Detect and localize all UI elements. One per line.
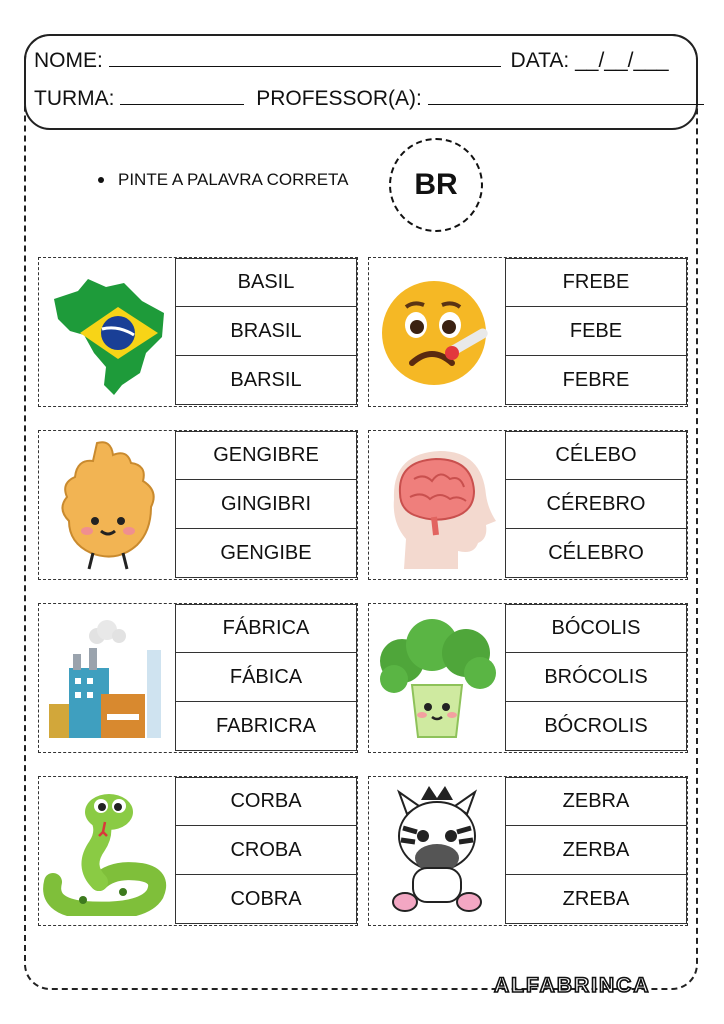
brand-logo: ALFABRINCA [494,974,651,997]
word-card-3 [38,430,358,580]
option-word[interactable]: FABRICRA [175,702,357,751]
syllable-badge [389,138,483,232]
teacher-label: PROFESSOR(A): [256,87,422,110]
syllable-text: BR [414,168,458,201]
word-card-2 [368,257,688,407]
option-word[interactable]: FÁBICA [175,653,357,702]
snake-icon [39,777,175,924]
word-card-4 [368,430,688,580]
options [505,258,687,405]
broccoli-icon [369,604,505,751]
option-word[interactable]: GENGIBE [175,529,357,578]
factory-icon [39,604,175,751]
option-word[interactable]: BARSIL [175,356,357,405]
option-word[interactable]: BÓCOLIS [505,604,687,653]
option-word[interactable]: BRASIL [175,307,357,356]
option-word[interactable]: GINGIBRI [175,480,357,529]
teacher-field[interactable] [428,86,704,105]
option-word[interactable]: BRÓCOLIS [505,653,687,702]
zebra-icon [369,777,505,924]
options [505,604,687,751]
options [505,777,687,924]
word-card-7 [38,776,358,926]
instruction [98,170,349,190]
name-label: NOME: [34,49,103,72]
option-word[interactable]: CÉLEBRO [505,529,687,578]
class-row [34,86,704,111]
option-word[interactable]: FEBE [505,307,687,356]
option-word[interactable]: GENGIBRE [175,431,357,480]
word-card-6 [368,603,688,753]
bullet-icon [98,177,104,183]
options [175,258,357,405]
name-field[interactable] [109,48,501,67]
brazil-map-icon [39,258,175,405]
date-field[interactable]: __/__/___ [575,49,669,72]
option-word[interactable]: ZERBA [505,826,687,875]
option-word[interactable]: FREBE [505,258,687,307]
ginger-icon [39,431,175,578]
class-field[interactable] [120,86,244,105]
option-word[interactable]: FEBRE [505,356,687,405]
option-word[interactable]: CROBA [175,826,357,875]
option-word[interactable]: ZEBRA [505,777,687,826]
options [505,431,687,578]
options [175,604,357,751]
word-card-8 [368,776,688,926]
option-word[interactable]: CÉREBRO [505,480,687,529]
option-word[interactable]: CORBA [175,777,357,826]
option-word[interactable]: CÉLEBO [505,431,687,480]
option-word[interactable]: FÁBRICA [175,604,357,653]
class-label: TURMA: [34,87,115,110]
options [175,431,357,578]
option-word[interactable]: COBRA [175,875,357,924]
word-card-5 [38,603,358,753]
brain-icon [369,431,505,578]
option-word[interactable]: BÓCROLIS [505,702,687,751]
name-row [34,48,669,73]
date-label: DATA: [510,49,570,72]
fever-face-icon [369,258,505,405]
instruction-text: PINTE A PALAVRA CORRETA [118,170,349,189]
option-word[interactable]: ZREBA [505,875,687,924]
options [175,777,357,924]
word-card-1 [38,257,358,407]
option-word[interactable]: BASIL [175,258,357,307]
